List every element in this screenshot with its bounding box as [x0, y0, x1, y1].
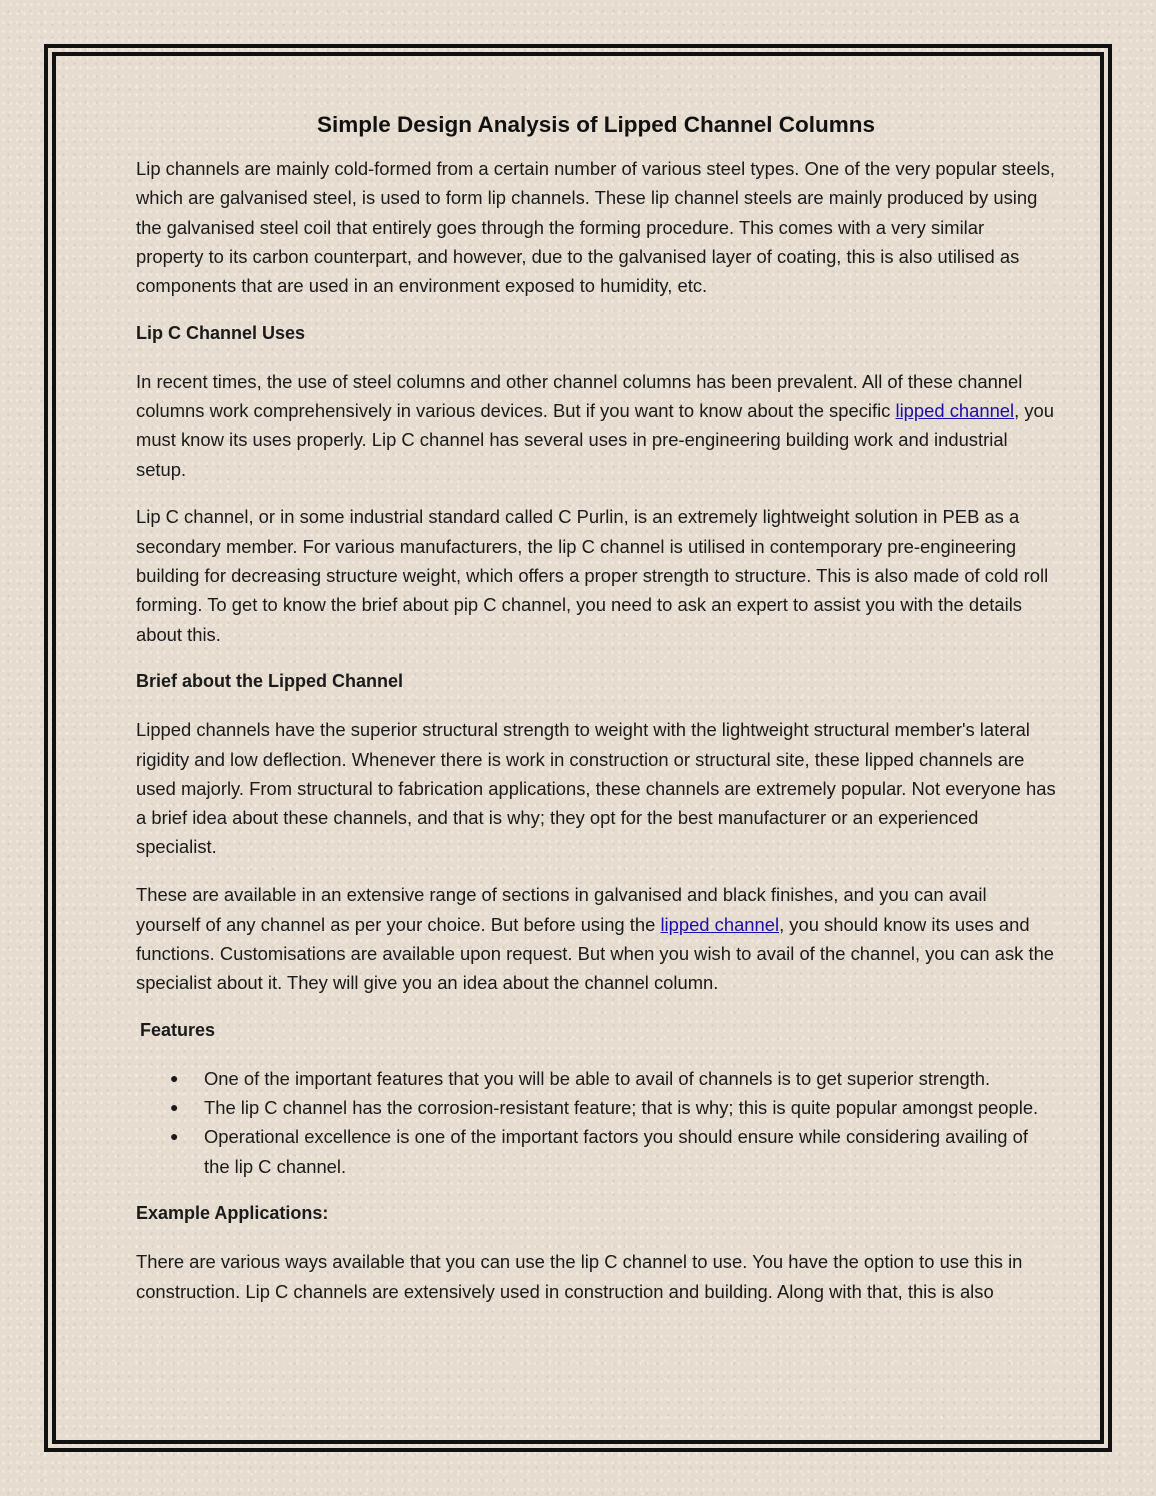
uses-paragraph-2: Lip C channel, or in some industrial standard called C Purlin, is an extremely lightweight solution in PEB as a secondary member. For various manufacturers, the lip C channel is utilised in contemporary pre-engineering building for decreasing structure weight, which offers a proper strength to structure. This is also made of cold roll forming. To get to know the brief about pip C channel, you need to ask an expert to assist you with the details about this.: [136, 506, 1049, 645]
list-item: [170, 1064, 1056, 1093]
section-heading-features: Features: [140, 1019, 216, 1040]
uses-paragraph-1: [136, 367, 1056, 484]
brief-p2-text-before: These are available in an extensive range of sections in galvanised and black finishes, and you can avail yourself of any channel as per your choice. But before using the: [136, 884, 987, 935]
list-item: [170, 1093, 1056, 1122]
intro-paragraph: Lip channels are mainly cold-formed from a certain number of various steel types. One of the very popular steels, which are galvanised steel, is used to form lip channels. These lip channel steels are mainly produced by using the galvanised steel coil that entirely goes through the forming procedure. This comes with a very similar property to its carbon counterpart, and however, due to the galvanised layer of coating, this is also utilised as components that are used in an environment exposed to humidity, etc.: [136, 158, 1055, 297]
brief-paragraph-2: [136, 880, 1056, 997]
document-title: Simple Design Analysis of Lipped Channel Columns: [317, 112, 875, 137]
bullet-icon: ●: [170, 1128, 179, 1145]
list-item-text: The lip C channel has the corrosion-resistant feature; that is why; this is quite popular amongst people.: [204, 1097, 1039, 1119]
features-list: [136, 1064, 1056, 1181]
bullet-icon: ●: [170, 1099, 179, 1116]
lipped-channel-link-2[interactable]: lipped channel: [660, 913, 780, 935]
document-body: [136, 110, 1056, 1324]
section-heading-brief: Brief about the Lipped Channel: [136, 671, 404, 692]
brief-paragraph-1: Lipped channels have the superior structural strength to weight with the lightweight structural member's lateral rigidity and low deflection. Whenever there is work in construction or structural site, these lipped channels are used majorly. From structural to fabrication applications, these channels are extremely popular. Not everyone has a brief idea about these channels, and that is why; they opt for the best manufacturer or an experienced specialist.: [136, 719, 1056, 858]
applications-paragraph-1: There are various ways available that you can use the lip C channel to use. You have the option to use this in construction. Lip C channels are extensively used in construction and building. Along with that, this is also: [136, 1251, 1023, 1302]
section-heading-applications: Example Applications:: [136, 1203, 329, 1224]
uses-p1-text-before: In recent times, the use of steel columns and other channel columns has been prevalent. All of these channel columns work comprehensively in various devices. But if you want to know about the specific: [136, 370, 1023, 422]
bullet-icon: ●: [170, 1069, 179, 1086]
uses-p1-text-after: , you must know its uses properly. Lip C channel has several uses in pre-engineering building work and industrial setup.: [136, 400, 1054, 480]
list-item-text: Operational excellence is one of the important factors you should ensure while considering availing of the lip C channel.: [204, 1126, 1028, 1177]
lipped-channel-link-1[interactable]: lipped channel: [895, 400, 1015, 422]
list-item-text: One of the important features that you will be able to avail of channels is to get superior strength.: [204, 1067, 991, 1089]
brief-p2-text-after: , you should know its uses and functions. Customisations are available upon request. But when you wish to avail of the channel, you can ask the specialist about it. They will give you an idea about the channel column.: [136, 913, 1055, 994]
list-item: [170, 1122, 1056, 1181]
section-heading-uses: Lip C Channel Uses: [136, 322, 306, 343]
